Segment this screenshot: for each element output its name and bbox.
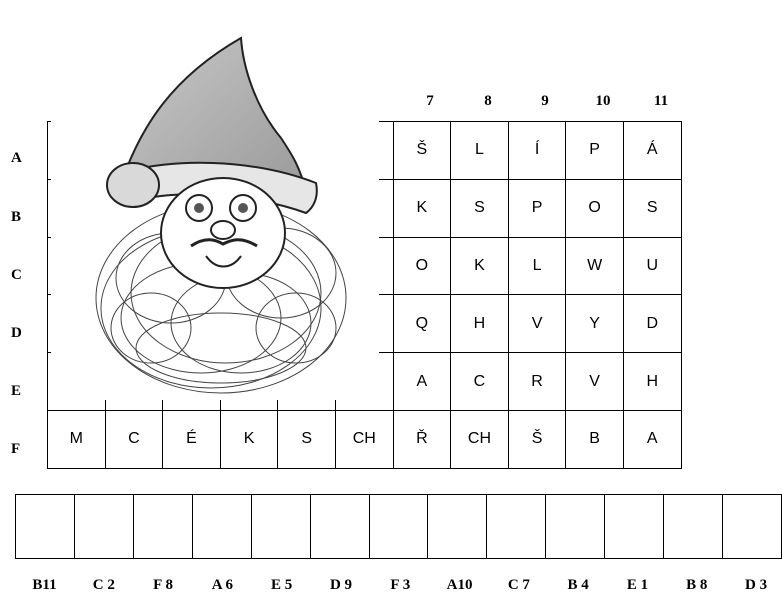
answer-box[interactable] (723, 495, 782, 559)
grid-cell: K (220, 410, 278, 468)
clue-label: A10 (446, 577, 473, 593)
clue-label: C 7 (507, 577, 530, 593)
grid-cell: S (278, 410, 336, 468)
grid-cell: Š (508, 410, 566, 468)
row-label-d: D (11, 325, 22, 341)
grid-cell: K (393, 179, 451, 237)
grid-cell: C (451, 353, 509, 411)
grid-cell: O (566, 179, 624, 237)
clue-label: F 3 (390, 577, 411, 593)
row-label-a: A (11, 150, 22, 166)
grid-row (48, 410, 682, 468)
answer-box[interactable] (74, 495, 133, 559)
answer-box[interactable] (605, 495, 664, 559)
clue-label: B 4 (567, 577, 589, 593)
grid-cell: S (623, 179, 681, 237)
answer-box[interactable] (664, 495, 723, 559)
grid-cell: A (393, 353, 451, 411)
grid-cell: Á (623, 122, 681, 180)
clue-label: F 8 (153, 577, 174, 593)
clue-label: E 1 (626, 577, 649, 593)
grid-cell: Ř (393, 410, 451, 468)
clue-label: E 5 (271, 577, 293, 593)
answer-box[interactable] (16, 495, 75, 559)
grid-cell: CH (335, 410, 393, 468)
grid-cell: L (508, 237, 566, 295)
grid-cell: Y (566, 295, 624, 353)
answer-box[interactable] (192, 495, 251, 559)
row-label-e: E (11, 383, 22, 399)
column-label-10: 10 (595, 93, 611, 109)
answer-box[interactable] (310, 495, 369, 559)
row-label-f: F (11, 441, 21, 457)
answer-box[interactable] (428, 495, 487, 559)
column-label-8: 8 (484, 93, 492, 109)
answer-box[interactable] (487, 495, 546, 559)
santa-claus-illustration (51, 8, 379, 400)
grid-cell: K (451, 237, 509, 295)
clue-label: B 8 (686, 577, 708, 593)
grid-cell: V (566, 353, 624, 411)
clue-label: D 3 (745, 577, 768, 593)
grid-cell: H (623, 353, 681, 411)
grid-cell: V (508, 295, 566, 353)
clue-label: B11 (32, 577, 57, 593)
grid-cell: Í (508, 122, 566, 180)
answer-box[interactable] (546, 495, 605, 559)
row-label-c: C (11, 267, 22, 283)
grid-cell: U (623, 237, 681, 295)
clue-label: A 6 (211, 577, 234, 593)
grid-cell: C (105, 410, 163, 468)
grid-cell: H (451, 295, 509, 353)
grid-cell: P (508, 179, 566, 237)
answer-box[interactable] (133, 495, 192, 559)
grid-cell: Q (393, 295, 451, 353)
answer-box[interactable] (251, 495, 310, 559)
row-label-b: B (11, 209, 22, 225)
grid-cell: W (566, 237, 624, 295)
grid-cell: P (566, 122, 624, 180)
grid-cell: A (623, 410, 681, 468)
santa-drawing-icon (51, 8, 379, 400)
grid-cell: M (48, 410, 106, 468)
column-label-7: 7 (426, 93, 434, 109)
grid-cell: Š (393, 122, 451, 180)
answer-box[interactable] (369, 495, 428, 559)
grid-cell: R (508, 353, 566, 411)
grid-cell: S (451, 179, 509, 237)
clue-row (15, 577, 782, 595)
grid-cell: L (451, 122, 509, 180)
grid-cell: B (566, 410, 624, 468)
grid-cell: CH (451, 410, 509, 468)
clue-label: D 9 (329, 577, 353, 593)
grid-cell: É (163, 410, 221, 468)
answer-boxes (15, 494, 782, 559)
grid-cell: O (393, 237, 451, 295)
grid-cell: D (623, 295, 681, 353)
column-label-9: 9 (541, 93, 549, 109)
clue-label: C 2 (92, 577, 115, 593)
column-label-11: 11 (653, 93, 669, 109)
